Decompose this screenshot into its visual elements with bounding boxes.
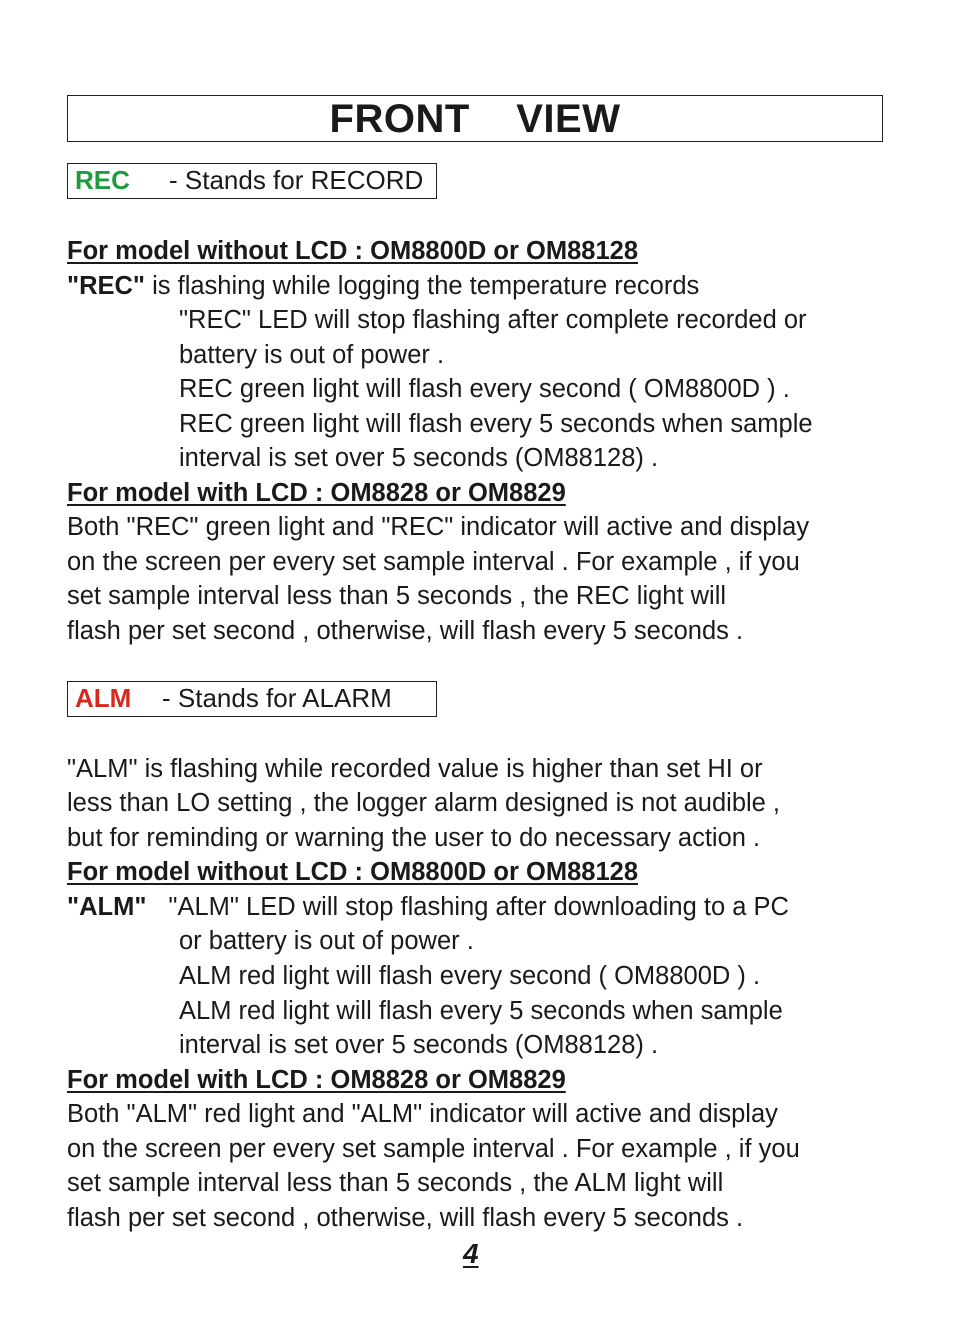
rec-description: - Stands for RECORD bbox=[169, 165, 424, 195]
rec-with-lcd-line: flash per set second , otherwise, will flash every 5 seconds . bbox=[67, 617, 744, 645]
rec-code: REC bbox=[75, 165, 130, 195]
rec-label: "REC" bbox=[67, 272, 146, 300]
rec-with-lcd-heading: For model with LCD : OM8828 or OM8829 bbox=[67, 479, 566, 507]
alm-code: ALM bbox=[75, 683, 132, 713]
rec-first-line-text: is flashing while logging the temperature records bbox=[152, 272, 700, 300]
rec-without-lcd-heading: For model without LCD : OM8800D or OM88128 bbox=[67, 237, 638, 265]
alm-without-lcd-line: interval is set over 5 seconds (OM88128) . bbox=[179, 1031, 659, 1059]
alm-label: "ALM" bbox=[67, 893, 147, 921]
alm-with-lcd-line: Both "ALM" red light and "ALM" indicator will active and display bbox=[67, 1100, 778, 1128]
alm-with-lcd-heading: For model with LCD : OM8828 or OM8829 bbox=[67, 1066, 566, 1094]
alm-intro-line: less than LO setting , the logger alarm designed is not audible , bbox=[67, 789, 781, 817]
rec-with-lcd-line: on the screen per every set sample interval . For example , if you bbox=[67, 548, 800, 576]
rec-without-lcd-line: battery is out of power . bbox=[179, 341, 445, 369]
alm-with-lcd-line: flash per set second , otherwise, will flash every 5 seconds . bbox=[67, 1204, 744, 1232]
alm-without-lcd-heading: For model without LCD : OM8800D or OM88128 bbox=[67, 858, 638, 886]
alm-with-lcd-line: on the screen per every set sample interval . For example , if you bbox=[67, 1135, 800, 1163]
rec-with-lcd-line: Both "REC" green light and "REC" indicator will active and display bbox=[67, 513, 810, 541]
alm-without-lcd-line: ALM red light will flash every second ( OM8800D ) . bbox=[179, 962, 761, 990]
rec-without-lcd-line: interval is set over 5 seconds (OM88128) . bbox=[179, 444, 659, 472]
rec-with-lcd-line: set sample interval less than 5 seconds , the REC light will bbox=[67, 582, 727, 610]
page-number: 4 bbox=[463, 1238, 479, 1269]
alm-without-lcd-line: or battery is out of power . bbox=[179, 927, 474, 955]
alm-intro-line: but for reminding or warning the user to do necessary action . bbox=[67, 824, 761, 852]
alm-key-box bbox=[67, 681, 437, 717]
alm-intro-line: "ALM" is flashing while recorded value is higher than set HI or bbox=[67, 755, 763, 783]
page-title-box bbox=[67, 95, 883, 142]
alm-without-lcd-line: ALM red light will flash every 5 seconds when sample bbox=[179, 997, 783, 1025]
alm-without-lcd-first-line bbox=[67, 892, 789, 922]
rec-without-lcd-line: "REC" LED will stop flashing after complete recorded or bbox=[179, 306, 807, 334]
rec-without-lcd-line: REC green light will flash every 5 seconds when sample bbox=[179, 410, 813, 438]
alm-with-lcd-line: set sample interval less than 5 seconds , the ALM light will bbox=[67, 1169, 724, 1197]
rec-key-box bbox=[67, 163, 437, 199]
alm-description: - Stands for ALARM bbox=[162, 683, 392, 713]
page-title: FRONT VIEW bbox=[329, 96, 621, 141]
rec-without-lcd-first-line bbox=[67, 271, 699, 301]
alm-first-line-text: "ALM" LED will stop flashing after downloading to a PC bbox=[168, 893, 789, 921]
rec-without-lcd-line: REC green light will flash every second ( OM8800D ) . bbox=[179, 375, 790, 403]
